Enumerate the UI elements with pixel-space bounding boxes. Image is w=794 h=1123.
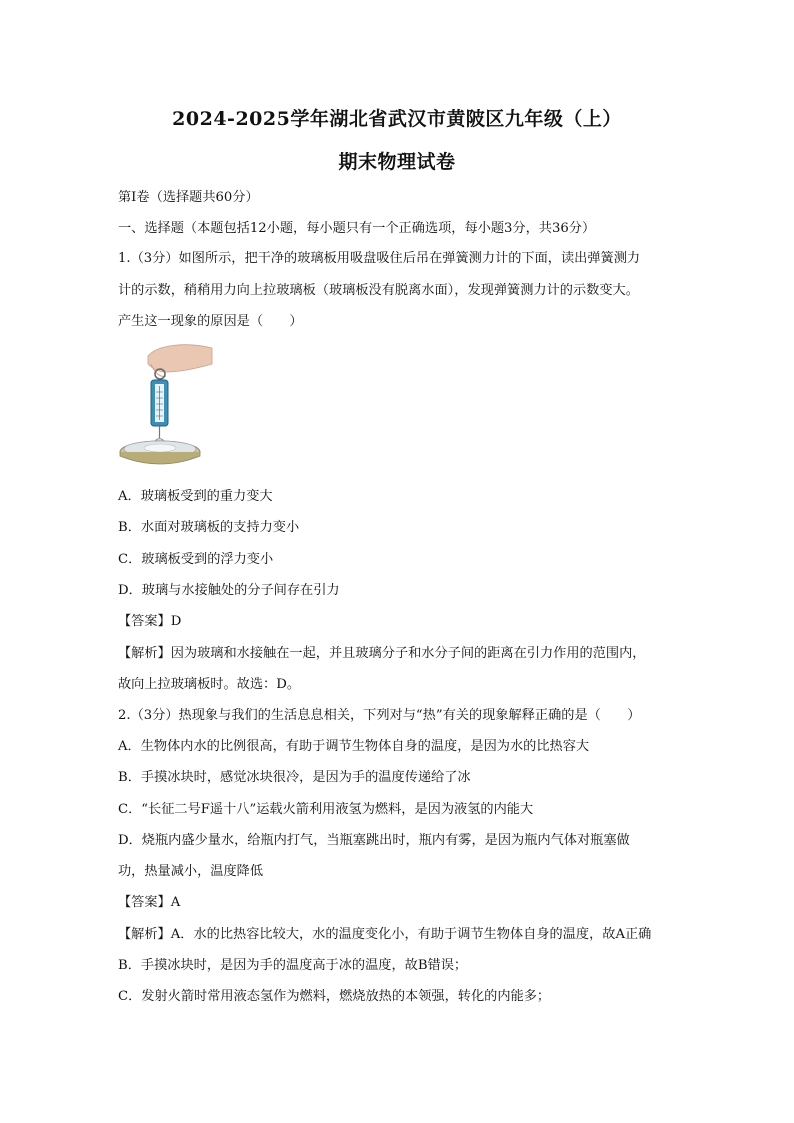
q1-stem-line: 产生这一现象的原因是（ ） bbox=[118, 314, 303, 329]
q2-analysis-line: 【解析】A．水的比热容比较大，水的温度变化小，有助于调节生物体自身的温度，故A正确 bbox=[118, 927, 652, 942]
q1-option-b: B．水面对玻璃板的支持力变小 bbox=[118, 520, 300, 535]
q2-stem: 2.（3分）热现象与我们的生活息息相关，下列对与“热”有关的现象解释正确的是（ ） bbox=[118, 708, 641, 723]
q1-option-c: C．玻璃板受到的浮力变小 bbox=[118, 552, 274, 567]
spring-scale-glass-plate-water-icon bbox=[118, 342, 214, 468]
q1-answer: 【答案】D bbox=[118, 614, 182, 629]
q2-analysis-line: B．手摸冰块时，是因为手的温度高于冰的温度，故B错误； bbox=[118, 958, 468, 973]
q1-stem-line: 计的示数，稍稍用力向上拉玻璃板（玻璃板没有脱离水面），发现弹簧测力计的示数变大。 bbox=[118, 283, 639, 298]
q2-analysis-line: C．发射火箭时常用液态氢作为燃料，燃烧放热的本领强，转化的内能多； bbox=[118, 989, 551, 1004]
q2-option-a: A．生物体内水的比例很高，有助于调节生物体自身的温度，是因为水的比热容大 bbox=[118, 739, 590, 754]
q1-option-d: D．玻璃与水接触处的分子间存在引力 bbox=[118, 583, 340, 598]
q1-option-a: A．玻璃板受到的重力变大 bbox=[118, 489, 273, 504]
q2-answer: 【答案】A bbox=[118, 895, 181, 910]
exam-title: 2024-2025学年湖北省武汉市黄陂区九年级（上） bbox=[172, 108, 622, 130]
q2-option-d-continued: 功，热量减小，温度降低 bbox=[118, 864, 264, 879]
q2-option-d: D．烧瓶内盛少量水，给瓶内打气，当瓶塞跳出时，瓶内有雾，是因为瓶内气体对瓶塞做 bbox=[118, 833, 630, 848]
q1-analysis-line: 故向上拉玻璃板时。故选：D。 bbox=[118, 677, 301, 692]
section-instructions: 一、选择题（本题包括12小题，每小题只有一个正确选项，每小题3分，共36分） bbox=[118, 221, 596, 236]
q2-option-b: B．手摸冰块时，感觉冰块很冷，是因为手的温度传递给了冰 bbox=[118, 770, 471, 785]
exam-subtitle: 期末物理试卷 bbox=[338, 151, 456, 173]
q1-stem-line: 1.（3分）如图所示，把干净的玻璃板用吸盘吸住后吊在弹簧测力计的下面，读出弹簧测力 bbox=[118, 251, 641, 266]
q2-option-c: C．“长征二号F遥十八”运载火箭利用液氢为燃料，是因为液氢的内能大 bbox=[118, 802, 534, 817]
q1-analysis-line: 【解析】因为玻璃和水接触在一起，并且玻璃分子和水分子间的距离在引力作用的范围内， bbox=[118, 646, 646, 661]
part-heading: 第I卷（选择题共60分） bbox=[118, 190, 259, 205]
